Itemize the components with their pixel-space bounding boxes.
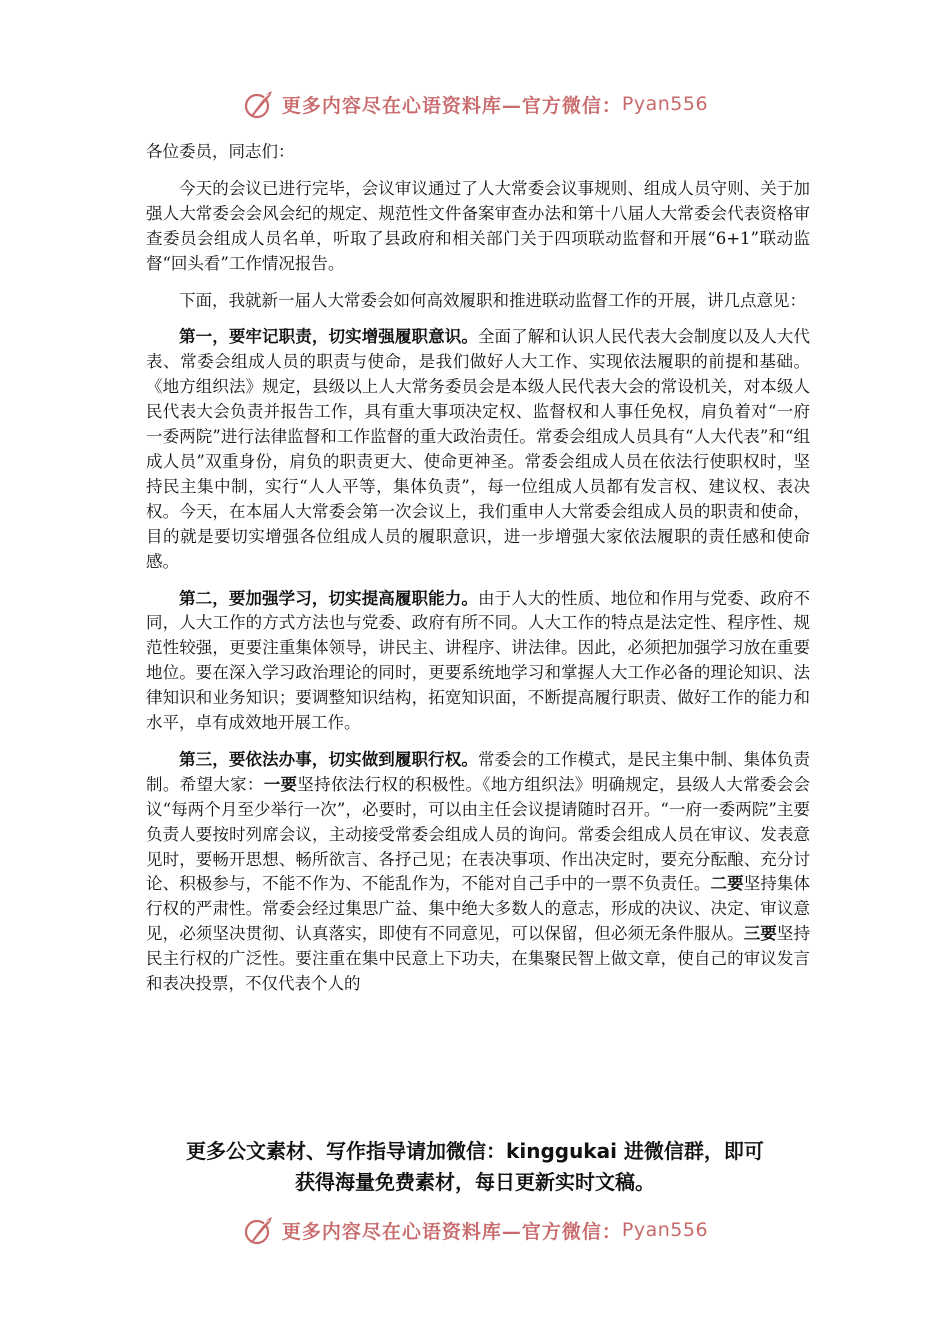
point-three-sub2: 二要: [710, 874, 744, 894]
point-three-sub3: 三要: [743, 924, 777, 944]
point-one-heading: 第一，要牢记职责，切实增强履职意识。: [179, 327, 478, 347]
point-one: [146, 325, 810, 574]
paragraph-lead: 下面，我就新一届人大常委会如何高效履职和推进联动监督工作的开展，讲几点意见：: [179, 290, 806, 310]
point-three-body-c: 坚持集体行权的严肃性。常委会经过集思广益、集中绝大多数人的意志，形成的决议、决定、审议意见，必须坚决贯彻、认真落实，即使有不同意见，可以保留，但必须无条件服从。: [146, 874, 811, 944]
bottom-banner: [0, 1210, 950, 1250]
point-two-body: 由于人大的性质、地位和作用与党委、政府不同，人大工作的方式方法也与党委、政府有所不同。人大工作的特点是法定性、程序性、规范性较强，更要注重集体领导，讲民主、讲程序、讲法律。因此，必须把加强学习放在重要地位。要在深入学习政治理论的同时，更要系统地学习和掌握人大工作必备的理论知识、法律知识和业务知识；要调整知识结构，拓宽知识面，不断提高履行职责、做好工作的能力和水平，卓有成效地开展工作。: [146, 588, 811, 733]
banner-wechat-id: Pyan556: [621, 1219, 709, 1241]
greeting: 各位委员，同志们：: [146, 142, 295, 161]
footer-note-line1: 更多公文素材、写作指导请加微信：kinggukai 进微信群，即可: [186, 1139, 764, 1163]
point-one-body: 全面了解和认识人民代表大会制度以及人大代表、常委会组成人员的职责与使命，是我们做好人大工作、实现依法履职的前提和基础。《地方组织法》规定，县级以上人大常务委员会是本级人民代表大会的常设机关，对本级人民代表大会负责并报告工作，具有重大事项决定权、监督权和人事任免权，肩负着对“一府一委两院”进行法律监督和工作监督的重大政治责任。常委会组成人员具有“人大代表”和“组成人员”双重身份，肩负的职责更大、使命更神圣。常委会组成人员在依法行使职权时，坚持民主集中制，实行“人人平等，集体负责”，每一位组成人员都有发言权、建议权、表决权。今天，在本届人大常委会第一次会议上，我们重申人大常委会组成人员的职责和使命，目的就是要切实增强各位组成人员的履职意识，进一步增强大家依法履职的责任感和使命感。: [146, 327, 811, 571]
banner-site-text: 更多内容尽在心语资料库—官方微信：: [281, 1220, 622, 1243]
feather-pen-logo-icon: [242, 87, 276, 121]
footer-promo-note: [0, 1136, 950, 1198]
point-three-heading: 第三，要依法办事，切实做到履职行权。: [179, 749, 478, 769]
point-three-body-a: 常委会的工作模式，是民主集中制、集体负责制。希望大家：: [146, 749, 811, 794]
banner-wechat-id: Pyan556: [621, 93, 709, 115]
top-banner: [0, 84, 950, 124]
point-three-sub1: 一要: [263, 774, 298, 794]
point-three: [146, 748, 810, 997]
point-two-heading: 第二，要加强学习，切实提高履职能力。: [179, 588, 478, 608]
feather-pen-logo-icon: [242, 1213, 276, 1247]
footer-note-line2: 获得海量免费素材，每日更新实时文稿。: [295, 1170, 655, 1194]
point-three-body-b: 坚持依法行权的积极性。《地方组织法》明确规定，县级人大常委会会议“每两个月至少举行一次”，必要时，可以由主任会议提请随时召开。“一府一委两院”主要负责人要按时列席会议，主动接受常委会组成人员的询问。常委会组成人员在审议、发表意见时，要畅开思想、畅所欲言、各抒己见；在表决事项、作出决定时，要充分酝酿、充分讨论、积极参与，不能不作为、不能乱作为，不能对自己手中的一票不负责任。: [146, 774, 811, 894]
document-body: [146, 140, 810, 997]
point-two: [146, 587, 810, 736]
paragraph-intro: 今天的会议已进行完毕，会议审议通过了人大常委会议事规则、组成人员守则、关于加强人大常委会会风会纪的规定、规范性文件备案审查办法和第十八届人大常委会代表资格审查委员会组成人员名单，听取了县政府和相关部门关于四项联动监督和开展“6+1”联动监督“回头看”工作情况报告。: [146, 178, 810, 273]
point-three-body-d: 坚持民主行权的广泛性。要注重在集中民意上下功夫，在集聚民智上做文章，使自己的审议发言和表决投票，不仅代表个人的: [146, 924, 811, 994]
banner-site-text: 更多内容尽在心语资料库—官方微信：: [281, 94, 622, 117]
